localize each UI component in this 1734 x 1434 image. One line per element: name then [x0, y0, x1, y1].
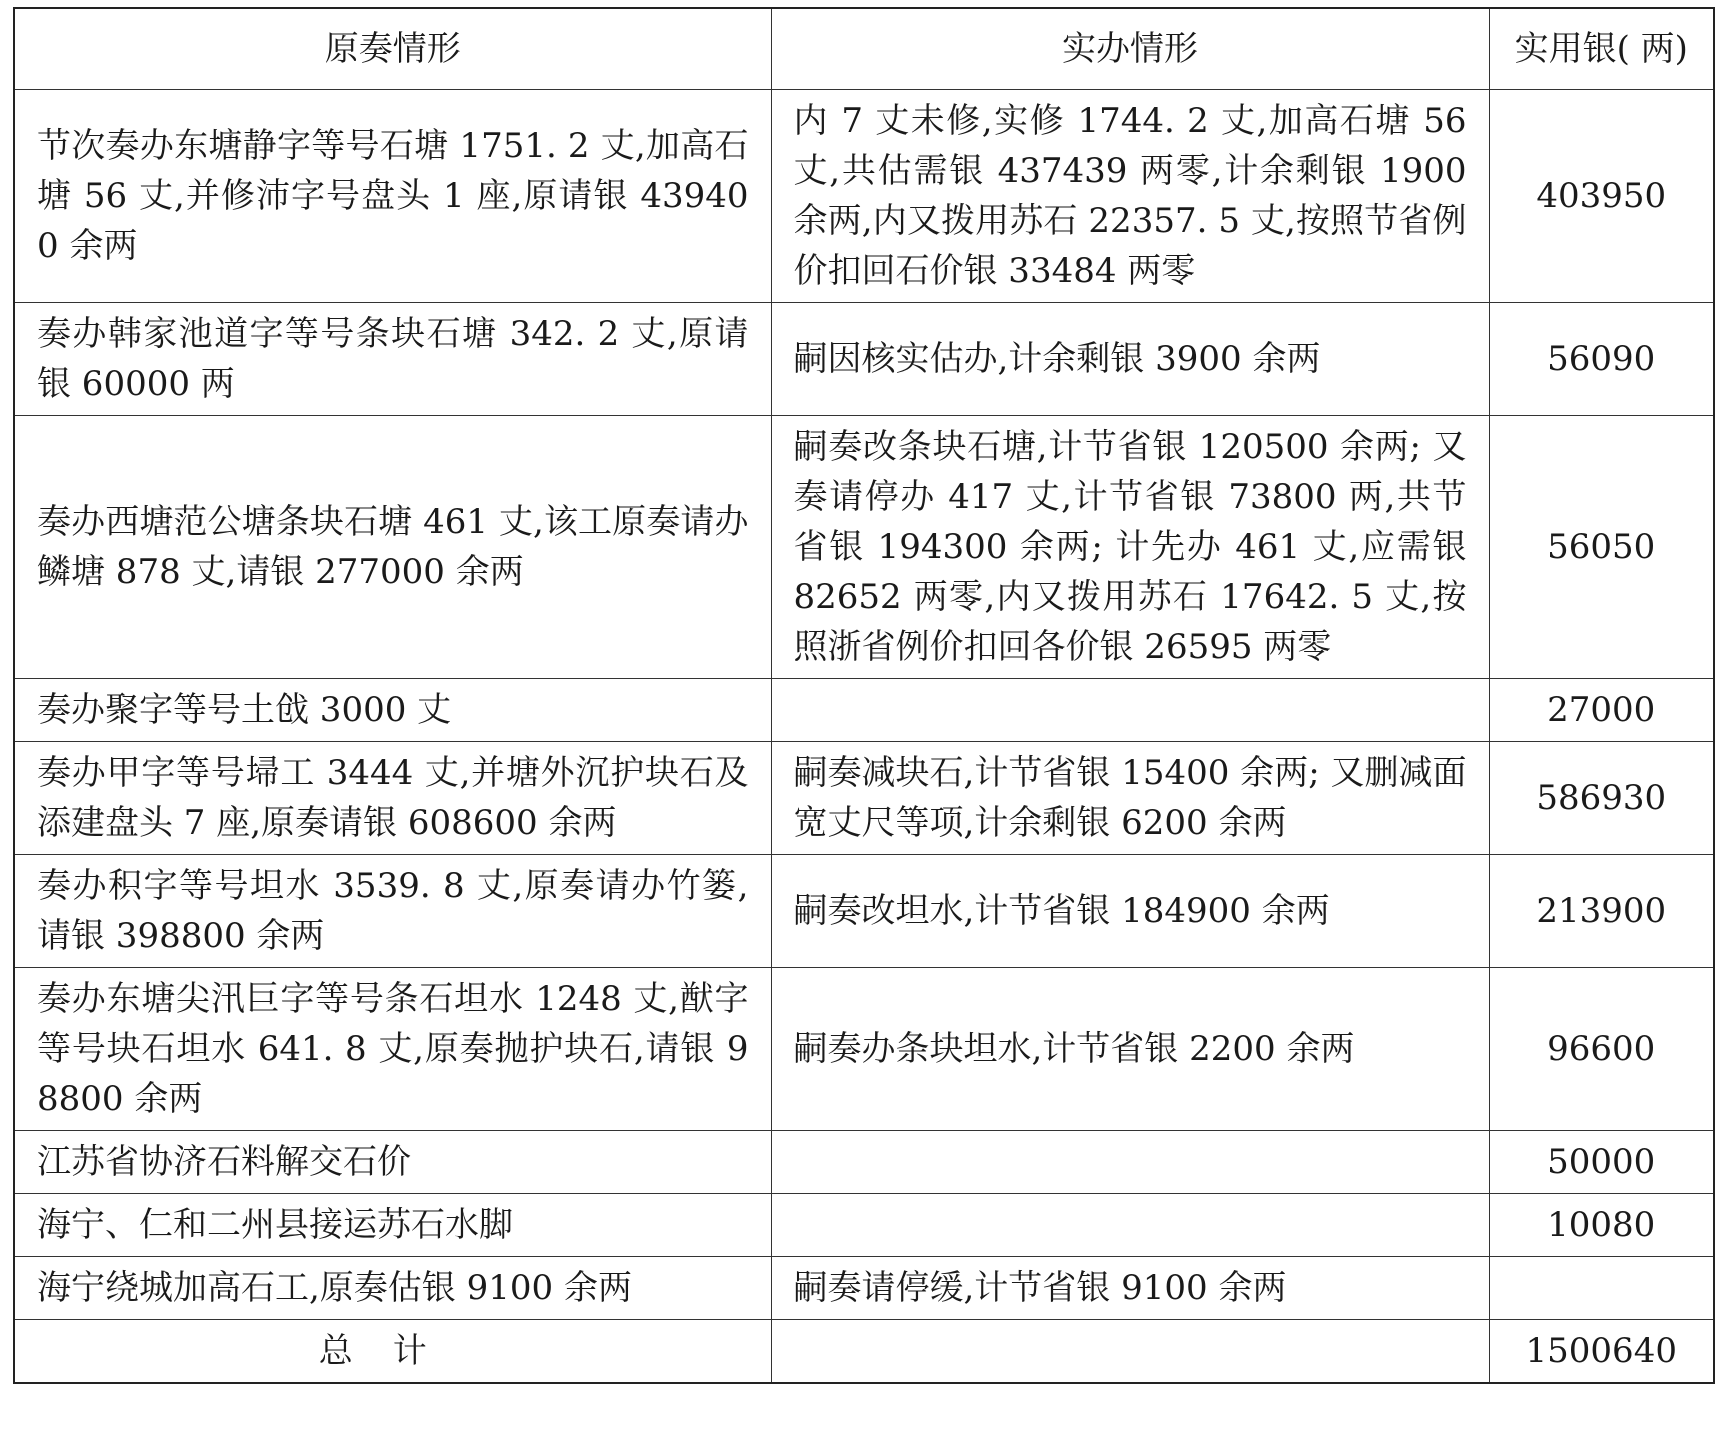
- total-label: 总计: [14, 1320, 771, 1384]
- original-cell: 江苏省协济石料解交石价: [14, 1131, 771, 1194]
- header-original-situation: 原奏情形: [14, 8, 771, 90]
- original-cell: 奏办积字等号坦水 3539. 8 丈,原奏请办竹篓,请银 398800 余两: [14, 855, 771, 968]
- total-row: [14, 1320, 1714, 1384]
- table-row: [14, 416, 1714, 679]
- original-cell: 奏办甲字等号埽工 3444 丈,并塘外沉护块石及添建盘头 7 座,原奏请银 608600 余两: [14, 742, 771, 855]
- silver-usage-table-container: [13, 7, 1713, 1384]
- header-silver-used: 实用银( 两): [1489, 8, 1714, 90]
- actual-cell: [771, 1131, 1489, 1194]
- actual-cell: [771, 679, 1489, 742]
- amount-cell: 50000: [1489, 1131, 1714, 1194]
- table-row: [14, 1194, 1714, 1257]
- original-cell: 节次奏办东塘静字等号石塘 1751. 2 丈,加高石塘 56 丈,并修沛字号盘头 1 座,原请银 439400 余两: [14, 90, 771, 303]
- amount-cell: 213900: [1489, 855, 1714, 968]
- actual-cell: [771, 1194, 1489, 1257]
- table-row: [14, 855, 1714, 968]
- actual-cell: 嗣因核实估办,计余剩银 3900 余两: [771, 303, 1489, 416]
- original-cell: 奏办西塘范公塘条块石塘 461 丈,该工原奏请办鳞塘 878 丈,请银 277000 余两: [14, 416, 771, 679]
- original-cell: 海宁绕城加高石工,原奏估银 9100 余两: [14, 1257, 771, 1320]
- amount-cell: 56050: [1489, 416, 1714, 679]
- original-cell: 奏办聚字等号土戗 3000 丈: [14, 679, 771, 742]
- amount-cell: 56090: [1489, 303, 1714, 416]
- total-amount-cell: 1500640: [1489, 1320, 1714, 1384]
- silver-usage-table: [13, 7, 1715, 1384]
- table-row: [14, 303, 1714, 416]
- table-row: [14, 679, 1714, 742]
- amount-cell: 96600: [1489, 968, 1714, 1131]
- table-row: [14, 742, 1714, 855]
- original-cell: 海宁、仁和二州县接运苏石水脚: [14, 1194, 771, 1257]
- header-row: [14, 8, 1714, 90]
- header-actual-situation: 实办情形: [771, 8, 1489, 90]
- table-row: [14, 968, 1714, 1131]
- amount-cell: 27000: [1489, 679, 1714, 742]
- original-cell: 奏办东塘尖汛巨字等号条石坦水 1248 丈,猷字等号块石坦水 641. 8 丈,原奏抛护块石,请银 98800 余两: [14, 968, 771, 1131]
- amount-cell: 10080: [1489, 1194, 1714, 1257]
- actual-cell: 内 7 丈未修,实修 1744. 2 丈,加高石塘 56 丈,共估需银 437439 两零,计余剩银 1900 余两,内又拨用苏石 22357. 5 丈,按照节省例价扣回石价银 33484 两零: [771, 90, 1489, 303]
- actual-cell: 嗣奏请停缓,计节省银 9100 余两: [771, 1257, 1489, 1320]
- total-actual-cell: [771, 1320, 1489, 1384]
- actual-cell: 嗣奏减块石,计节省银 15400 余两; 又删减面宽丈尺等项,计余剩银 6200 余两: [771, 742, 1489, 855]
- table-row: [14, 1257, 1714, 1320]
- table-row: [14, 1131, 1714, 1194]
- actual-cell: 嗣奏改条块石塘,计节省银 120500 余两; 又奏请停办 417 丈,计节省银 73800 两,共节省银 194300 余两; 计先办 461 丈,应需银 82652 两零,内又拨用苏石 17642. 5 丈,按照浙省例价扣回各价银 26595 两零: [771, 416, 1489, 679]
- original-cell: 奏办韩家池道字等号条块石塘 342. 2 丈,原请银 60000 两: [14, 303, 771, 416]
- actual-cell: 嗣奏办条块坦水,计节省银 2200 余两: [771, 968, 1489, 1131]
- amount-cell: [1489, 1257, 1714, 1320]
- actual-cell: 嗣奏改坦水,计节省银 184900 余两: [771, 855, 1489, 968]
- table-row: [14, 90, 1714, 303]
- amount-cell: 586930: [1489, 742, 1714, 855]
- amount-cell: 403950: [1489, 90, 1714, 303]
